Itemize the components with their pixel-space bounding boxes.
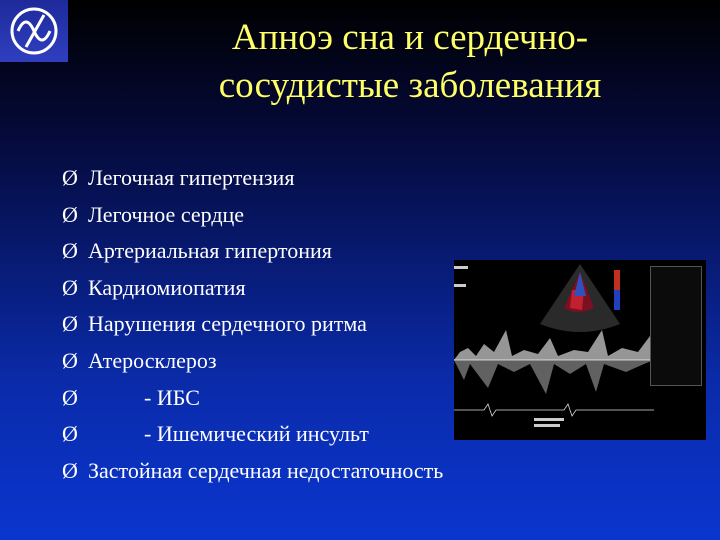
list-item: Ø Легочная гипертензия [62, 160, 443, 197]
arrow-bullet-icon: Ø [62, 384, 78, 410]
list-item: Ø - Ишемический инсульт [62, 416, 443, 453]
arrow-bullet-icon: Ø [62, 457, 78, 483]
arrow-bullet-icon: Ø [62, 201, 78, 227]
slide-title [130, 14, 690, 110]
bullet-list [62, 160, 443, 489]
list-item: Ø Кардиомиопатия [62, 270, 443, 307]
arrow-bullet-icon: Ø [62, 274, 78, 300]
list-item: Ø Артериальная гипертония [62, 233, 443, 270]
logo-emblem-icon [4, 3, 64, 59]
echo-menu-panel [650, 266, 702, 386]
arrow-bullet-icon: Ø [62, 347, 78, 373]
arrow-bullet-icon: Ø [62, 421, 78, 447]
list-item: Ø Атеросклероз [62, 343, 443, 380]
doppler-echo-image [454, 260, 706, 440]
arrow-bullet-icon: Ø [62, 311, 78, 337]
arrow-bullet-icon: Ø [62, 165, 78, 190]
list-item: Ø Застойная сердечная недостаточность [62, 453, 443, 490]
list-item: Ø Легочное сердце [62, 197, 443, 234]
title-line-1: Апноэ сна и сердечно- [231, 17, 589, 58]
list-item: Ø - ИБС [62, 380, 443, 417]
logo [0, 0, 68, 62]
title-line-2: сосудистые заболевания [218, 65, 602, 106]
list-item: Ø Нарушения сердечного ритма [62, 306, 443, 343]
arrow-bullet-icon: Ø [62, 238, 78, 264]
